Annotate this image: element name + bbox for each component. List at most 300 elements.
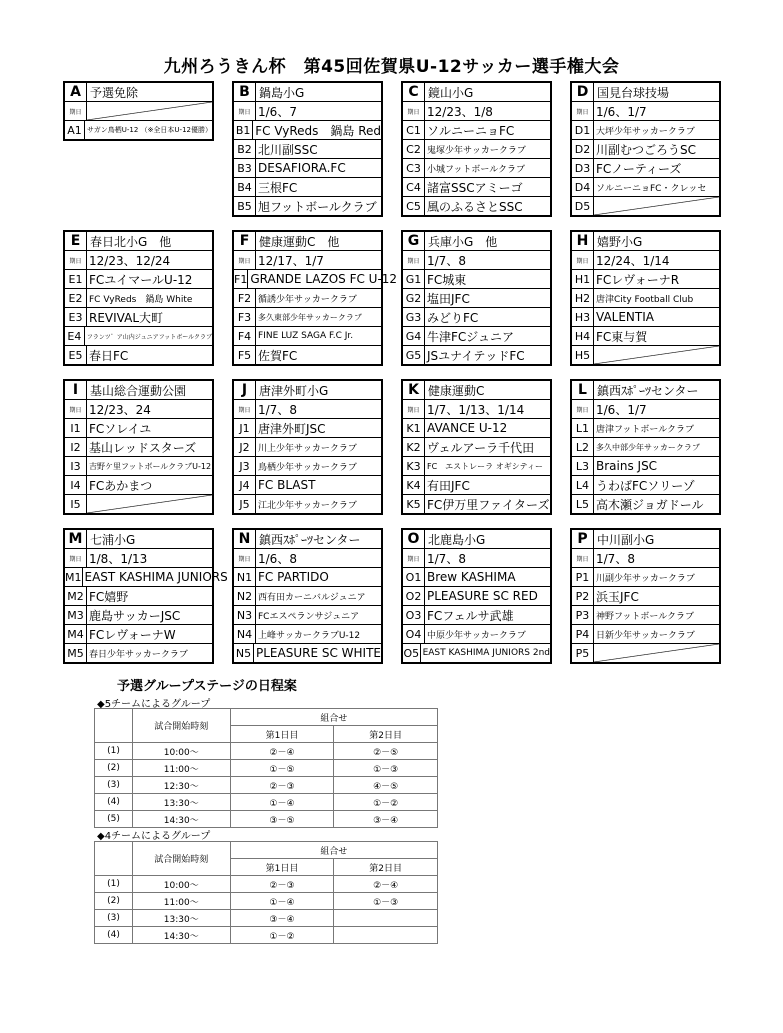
team-row	[234, 308, 381, 327]
schedule-corner-cell	[95, 709, 133, 743]
team-name: 吉野ケ里フットボールクラブU-12	[89, 461, 212, 471]
group-header	[234, 83, 381, 102]
team-row	[234, 457, 381, 476]
group-box-n	[232, 528, 383, 664]
team-code: B1	[234, 121, 253, 139]
group-venue: 唐津外町小G	[259, 383, 329, 398]
team-code: J3	[234, 457, 256, 475]
group-date: 12/24、1/14	[596, 253, 670, 268]
team-code: N1	[234, 568, 256, 586]
group-date: 12/23、12/24	[89, 253, 171, 268]
team-row	[234, 140, 381, 159]
team-code: E2	[65, 289, 87, 307]
team-row	[572, 568, 719, 587]
team-code: C4	[403, 178, 425, 196]
day1-match: ②－④	[230, 743, 334, 760]
group-box-f	[232, 230, 398, 366]
day2-match: ④－⑤	[334, 777, 438, 794]
team-row	[65, 270, 212, 289]
group-header	[65, 232, 212, 251]
team-row	[65, 644, 212, 662]
schedule-row	[95, 910, 438, 927]
team-name: FCエスペランサジュニア	[258, 611, 360, 622]
day2-match: ②－⑤	[334, 743, 438, 760]
team-name: JSユナイテッドFC	[427, 348, 525, 363]
team-row	[65, 121, 212, 139]
group-date-row	[234, 102, 381, 121]
empty-slot-slash	[594, 644, 719, 662]
group-box-g	[401, 230, 552, 366]
group-venue: 健康運動C 他	[259, 234, 340, 249]
team-name: 唐津外町JSC	[258, 421, 326, 436]
date-label: 期日	[572, 549, 594, 567]
team-name: FC エストレーラ オギシティー	[427, 461, 544, 471]
group-letter: G	[403, 232, 425, 250]
group-box-h	[570, 230, 721, 366]
team-name: 江北少年サッカークラブ	[258, 500, 357, 511]
group-date-row	[403, 102, 550, 121]
team-name: 旭フットボールクラブ	[258, 199, 377, 214]
team-code: F3	[234, 308, 256, 326]
group-header	[234, 232, 381, 251]
four-team-schedule-table	[94, 841, 438, 944]
match-time: 10:00～	[132, 876, 230, 893]
team-row	[234, 289, 381, 308]
team-name: みどりFC	[427, 310, 479, 325]
team-code: C1	[403, 121, 425, 139]
group-date: 12/17、1/7	[258, 253, 324, 268]
group-box-p	[570, 528, 721, 664]
team-code: H2	[572, 289, 594, 307]
team-name: FC BLAST	[258, 478, 316, 492]
team-name: FC嬉野	[89, 589, 129, 604]
group-venue: 七浦小G	[90, 532, 136, 547]
group-letter: H	[572, 232, 594, 250]
team-code: J2	[234, 438, 256, 456]
team-row	[234, 476, 381, 495]
group-header	[403, 83, 550, 102]
team-row	[65, 327, 212, 346]
team-row	[403, 327, 550, 346]
five-team-label: ◆5チームによるグループ	[97, 699, 211, 710]
group-header	[572, 381, 719, 400]
team-code: E4	[65, 327, 85, 345]
match-time: 11:00～	[132, 760, 230, 777]
team-row	[572, 197, 719, 215]
group-venue: 健康運動C	[428, 383, 485, 398]
group-letter: D	[572, 83, 594, 101]
group-venue: 国見台球技場	[597, 85, 670, 100]
team-name: FCノーティーズ	[596, 161, 682, 176]
team-row	[403, 308, 550, 327]
team-code: K1	[403, 419, 425, 437]
schedule-row	[95, 760, 438, 777]
team-code: F5	[234, 346, 256, 364]
group-header	[65, 83, 212, 102]
team-row	[234, 121, 381, 140]
group-letter: B	[234, 83, 256, 101]
team-code: I3	[65, 457, 87, 475]
team-name: うわばFCソリーゾ	[596, 478, 695, 493]
team-row	[403, 625, 550, 644]
team-row	[572, 327, 719, 346]
group-date: 1/7、8	[427, 551, 466, 566]
team-code: G1	[403, 270, 425, 288]
group-venue: 嬉野小G	[597, 234, 643, 249]
team-row	[572, 438, 719, 457]
team-name: 川副むつごろうSC	[596, 142, 696, 157]
team-code: H3	[572, 308, 594, 326]
team-code: L1	[572, 419, 594, 437]
group-venue: 鍋島小G	[259, 85, 305, 100]
team-name: 中原少年サッカークラブ	[427, 630, 526, 641]
team-row	[403, 438, 550, 457]
team-row	[572, 587, 719, 606]
date-label: 期日	[234, 549, 256, 567]
team-row	[403, 140, 550, 159]
schedule-row	[95, 893, 438, 910]
group-header	[403, 530, 550, 549]
team-name: Brew KASHIMA	[427, 570, 516, 584]
date-label: 期日	[234, 102, 256, 120]
group-date-row	[572, 102, 719, 121]
team-code: E5	[65, 346, 87, 364]
team-name: PLEASURE SC WHITE	[256, 646, 381, 660]
schedule-head-row	[95, 709, 438, 726]
group-box-i	[63, 379, 214, 515]
team-row	[403, 289, 550, 308]
schedule-corner-cell	[95, 842, 133, 876]
team-code: K4	[403, 476, 425, 494]
team-name: 塩田JFC	[427, 291, 470, 306]
five-team-schedule-table	[94, 708, 438, 828]
day2-match: ①－③	[334, 760, 438, 777]
date-label: 期日	[403, 400, 425, 418]
day1-match: ③－⑤	[230, 811, 334, 828]
day1-match: ①－②	[230, 927, 334, 944]
group-date-row	[403, 400, 550, 419]
group-venue: 鎮西ｽﾎﾟｰﾂセンター	[597, 383, 699, 398]
team-code: D2	[572, 140, 594, 158]
team-code: C2	[403, 140, 425, 158]
team-row	[572, 140, 719, 159]
group-date-row	[65, 102, 212, 121]
group-header	[65, 381, 212, 400]
team-name: 神野フットボールクラブ	[596, 611, 695, 622]
group-box-e	[63, 230, 214, 366]
day2-match	[334, 910, 438, 927]
team-code: M5	[65, 644, 87, 662]
match-number: (3)	[95, 910, 133, 927]
team-row	[572, 476, 719, 495]
team-code: G4	[403, 327, 425, 345]
team-name: FC城東	[427, 272, 467, 287]
team-row	[65, 419, 212, 438]
day1-match: ②－③	[230, 777, 334, 794]
empty-slot-slash	[594, 197, 719, 215]
team-row	[65, 495, 212, 513]
team-name: 川副少年サッカークラブ	[596, 573, 695, 584]
group-header	[403, 232, 550, 251]
team-row	[572, 289, 719, 308]
team-row	[403, 346, 550, 364]
group-letter: O	[403, 530, 425, 548]
team-code: E1	[65, 270, 87, 288]
team-name: 鳥栖少年サッカークラブ	[258, 462, 357, 473]
team-name: AVANCE U-12	[427, 421, 508, 435]
day1-match: ③－④	[230, 910, 334, 927]
team-row	[403, 568, 550, 587]
group-date-row	[234, 549, 381, 568]
team-code: B3	[234, 159, 256, 177]
group-letter: I	[65, 381, 87, 399]
match-time: 13:30～	[132, 910, 230, 927]
group-date: 12/23、24	[89, 402, 151, 417]
date-label: 期日	[403, 251, 425, 269]
team-row	[65, 346, 212, 364]
group-box-d	[570, 81, 721, 217]
team-name: FC VyReds 鍋島 Red	[255, 123, 381, 138]
group-date-row	[572, 549, 719, 568]
team-row	[65, 476, 212, 495]
day1-match: ①－④	[230, 794, 334, 811]
group-date-row	[65, 549, 212, 568]
group-date: 1/6、1/7	[596, 402, 647, 417]
team-name: 日新少年サッカークラブ	[596, 630, 695, 641]
team-row	[65, 606, 212, 625]
group-date-row	[403, 549, 550, 568]
group-header	[65, 530, 212, 549]
team-code: J5	[234, 495, 256, 513]
date-label: 期日	[65, 102, 87, 120]
team-row	[572, 644, 719, 662]
team-code: L5	[572, 495, 594, 513]
group-date: 1/6、7	[258, 104, 297, 119]
schedule-row	[95, 927, 438, 944]
team-name: 小城フットボールクラブ	[427, 164, 526, 175]
schedule-day2-header: 第2日目	[334, 859, 438, 876]
day1-match: ①－④	[230, 893, 334, 910]
team-name: FCレヴォーナR	[596, 272, 680, 287]
team-code: J4	[234, 476, 256, 494]
match-time: 12:30～	[132, 777, 230, 794]
team-name: FC PARTIDO	[258, 570, 329, 584]
schedule-title: 予選グループステージの日程案	[117, 679, 297, 694]
team-code: A1	[65, 121, 85, 139]
team-name: 三根FC	[258, 180, 298, 195]
team-name: DESAFIORA.FC	[258, 161, 346, 175]
group-date: 1/6、1/7	[596, 104, 647, 119]
team-code: M2	[65, 587, 87, 605]
team-row	[572, 625, 719, 644]
team-row	[65, 289, 212, 308]
team-name: 上峰サッカークラブU-12	[258, 630, 361, 641]
team-code: M1	[65, 568, 83, 586]
team-row	[403, 587, 550, 606]
group-box-o	[401, 528, 552, 664]
schedule-head-row	[95, 842, 438, 859]
team-row	[403, 159, 550, 178]
team-name: FC東与賀	[596, 329, 648, 344]
empty-slash	[87, 102, 212, 120]
team-row	[572, 495, 719, 513]
team-row	[572, 346, 719, 364]
team-row	[234, 495, 381, 513]
page-title: 九州ろうきん杯 第45回佐賀県U-12サッカー選手権大会	[163, 57, 620, 77]
team-row	[234, 419, 381, 438]
team-code: C3	[403, 159, 425, 177]
match-time: 11:00～	[132, 893, 230, 910]
team-code: K5	[403, 495, 425, 513]
date-label: 期日	[572, 400, 594, 418]
team-code: C5	[403, 197, 425, 215]
team-row	[403, 457, 550, 476]
team-code: K2	[403, 438, 425, 456]
team-name: 唐津フットボールクラブ	[596, 424, 695, 435]
group-box-j	[232, 379, 383, 515]
team-code: D1	[572, 121, 594, 139]
team-code: N4	[234, 625, 256, 643]
team-name: EAST KASHIMA JUNIORS	[84, 570, 228, 584]
empty-slot-slash	[594, 346, 719, 364]
group-header	[572, 232, 719, 251]
team-code: N2	[234, 587, 256, 605]
group-letter: C	[403, 83, 425, 101]
team-row	[65, 625, 212, 644]
group-letter: E	[65, 232, 87, 250]
team-row	[572, 159, 719, 178]
team-name: FC伊万里ファイターズ	[427, 497, 550, 512]
team-code: L2	[572, 438, 594, 456]
team-row	[234, 568, 381, 587]
day2-match: ①－③	[334, 893, 438, 910]
group-letter: L	[572, 381, 594, 399]
group-letter: F	[234, 232, 256, 250]
day2-match: ②－④	[334, 876, 438, 893]
group-box-c	[401, 81, 552, 217]
team-row	[234, 178, 381, 197]
group-date-row	[403, 251, 550, 270]
match-time: 13:30～	[132, 794, 230, 811]
team-code: G2	[403, 289, 425, 307]
schedule-time-header: 試合開始時刻	[132, 842, 230, 876]
group-letter: N	[234, 530, 256, 548]
team-name: 唐津City Football Club	[596, 294, 694, 305]
team-code: I2	[65, 438, 87, 456]
team-row	[403, 419, 550, 438]
group-venue: 中川副小G	[597, 532, 655, 547]
day2-match: ③－④	[334, 811, 438, 828]
team-name: FCフェルサ武雄	[427, 608, 514, 623]
group-date-row	[572, 251, 719, 270]
team-name: 西有田カーニバルジュニア	[258, 592, 366, 603]
team-name: ソルニーニョFC・クレッセ	[596, 183, 707, 194]
team-row	[403, 178, 550, 197]
four-team-label: ◆4チームによるグループ	[97, 831, 211, 842]
team-code: F2	[234, 289, 256, 307]
team-code: I4	[65, 476, 87, 494]
group-date: 1/7、1/13、1/14	[427, 402, 525, 417]
team-name: FCユイマールU-12	[89, 272, 193, 287]
team-code: D4	[572, 178, 594, 196]
schedule-row	[95, 777, 438, 794]
team-name: 風のふるさとSSC	[427, 199, 523, 214]
team-name: 諸富SSCアミーゴ	[427, 180, 523, 195]
team-name: FC VyReds 鍋島 White	[89, 294, 193, 305]
team-name: 有田JFC	[427, 478, 470, 493]
schedule-combo-header: 組合せ	[230, 709, 437, 726]
team-code: O2	[403, 587, 425, 605]
match-number: (2)	[95, 893, 133, 910]
match-time: 14:30～	[132, 811, 230, 828]
match-number: (4)	[95, 794, 133, 811]
team-name: 春日FC	[89, 348, 129, 363]
team-name: GRANDE LAZOS FC U-12	[250, 272, 398, 286]
schedule-day2-header: 第2日目	[334, 726, 438, 743]
date-label: 期日	[572, 251, 594, 269]
team-row	[65, 457, 212, 476]
team-row	[234, 159, 381, 178]
schedule-row	[95, 876, 438, 893]
team-row	[234, 438, 381, 457]
date-label: 期日	[403, 102, 425, 120]
day2-match: ①－②	[334, 794, 438, 811]
team-code: K3	[403, 457, 425, 475]
group-letter: A	[65, 83, 87, 101]
team-row	[403, 270, 550, 289]
day1-match: ②－③	[230, 876, 334, 893]
team-row	[234, 606, 381, 625]
team-row	[403, 197, 550, 215]
match-time: 14:30～	[132, 927, 230, 944]
team-code: M4	[65, 625, 87, 643]
team-code: D3	[572, 159, 594, 177]
team-row	[65, 438, 212, 457]
team-code: H1	[572, 270, 594, 288]
team-row	[572, 308, 719, 327]
team-name: ヴェルアーラ千代田	[427, 440, 535, 455]
team-name: FCソレイユ	[89, 421, 152, 436]
schedule-row	[95, 811, 438, 828]
team-row	[572, 121, 719, 140]
team-row	[234, 625, 381, 644]
team-code: H4	[572, 327, 594, 345]
team-row	[234, 587, 381, 606]
group-venue: 鎮西ｽﾎﾟｰﾂセンター	[259, 532, 361, 547]
team-code: F4	[234, 327, 256, 345]
team-code: P1	[572, 568, 594, 586]
group-date: 12/23、1/8	[427, 104, 493, 119]
team-name: 基山レッドスターズ	[89, 440, 197, 455]
team-name: 大坪少年サッカークラブ	[596, 126, 695, 137]
date-label: 期日	[234, 251, 256, 269]
team-name: Brains JSC	[596, 459, 658, 473]
team-row	[403, 495, 550, 513]
team-name: 浜玉JFC	[596, 589, 639, 604]
day1-match: ①－⑤	[230, 760, 334, 777]
team-name: 春日少年サッカークラブ	[89, 649, 188, 660]
team-code: P3	[572, 606, 594, 624]
team-name: FCあかまつ	[89, 478, 153, 493]
team-code: I5	[65, 495, 87, 513]
team-name: 川上少年サッカークラブ	[258, 443, 357, 454]
team-row	[65, 587, 212, 606]
schedule-row	[95, 743, 438, 760]
team-name: フランツ゛ア山内ジュニアフットボールクラブ	[86, 333, 212, 341]
group-box-k	[401, 379, 552, 515]
group-date: 1/8、1/13	[89, 551, 148, 566]
team-row	[65, 568, 228, 587]
